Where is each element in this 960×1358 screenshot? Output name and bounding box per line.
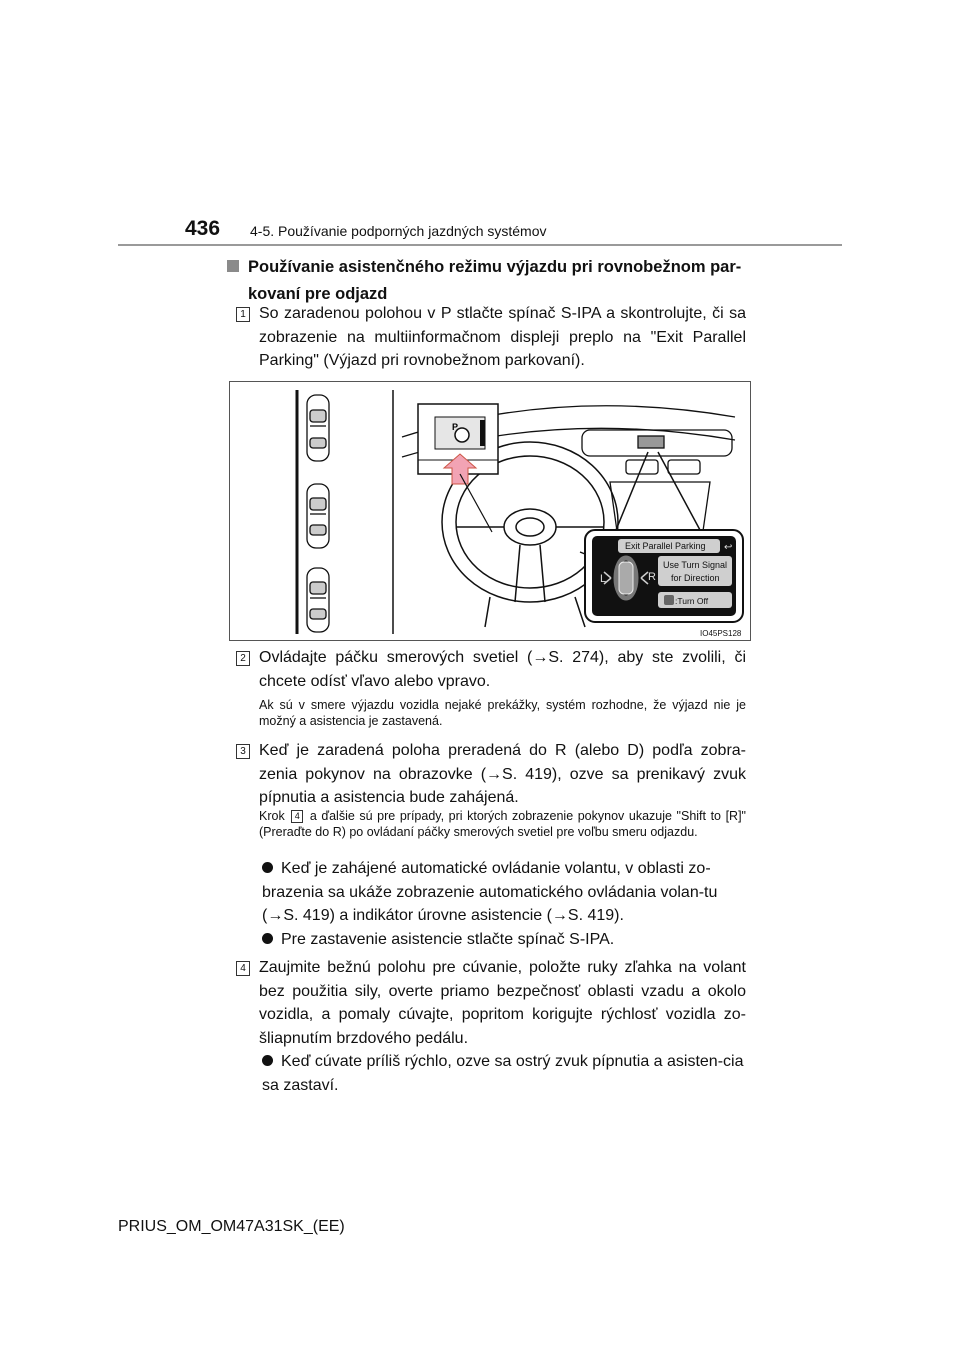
step-2-text: Ovládajte páčku smerových svetiel (→S. 274), aby ste zvolili, či chcete odísť vľavo alebo vpravo. xyxy=(259,649,746,690)
step-4-text: Zaujmite bežnú polohu pre cúvanie, položte ruky zľahka na volant bez použitia sily, overte priamo bezpečnosť oblasti vzadu a okolo vozidla, a pomaly cúvajte, popritom korigujte rýchlosť vozidla zo-šliapnutím brzdového pedálu. xyxy=(259,959,746,1047)
step-3-note-prefix: Krok xyxy=(259,809,285,823)
illustration xyxy=(229,381,751,641)
step-3-note xyxy=(259,808,746,840)
document-id: PRIUS_OM_OM47A31SK_(EE) xyxy=(118,1218,345,1235)
inline-step-4-number: 4 xyxy=(291,810,303,823)
heading-line-2: kovaní pre odjazd xyxy=(248,285,388,303)
step-1-number: 1 xyxy=(236,307,250,322)
display-title: Exit Parallel Parking xyxy=(625,541,706,551)
page-number: 436 xyxy=(185,217,221,240)
heading-square-icon xyxy=(227,260,239,272)
figure-code: IO45PS128 xyxy=(700,629,742,638)
exiting-car xyxy=(307,484,329,548)
header-rule xyxy=(118,244,842,246)
multi-information-display xyxy=(585,530,743,622)
step-4-number: 4 xyxy=(236,961,250,976)
display-right-letter: R xyxy=(648,571,656,583)
step-3-number: 3 xyxy=(236,744,250,759)
step-2-number: 2 xyxy=(236,651,250,666)
step-1-text: So zaradenou polohou v P stlačte spínač S-IPA a skontrolujte, či sa zobrazenie na multiinformačnom displeji preplo na "Exit Parallel Parking" (Výjazd pri rovnobežnom parkovaní). xyxy=(259,305,746,369)
display-message-line-2: for Direction xyxy=(671,573,720,583)
heading-line-1: Používanie asistenčného režimu výjazdu pri rovnobežnom par- xyxy=(248,258,742,276)
step-3-bullet-1-text: Keď je zahájené automatické ovládanie volantu, v oblasti zo-brazenia sa ukáže zobrazenie automatického ovládania volan-tu (→S. 419) a indikátor úrovne asistencie (→S. 419). xyxy=(262,860,718,924)
parked-car-1 xyxy=(307,395,329,461)
section-title: 4-5. Používanie podporných jazdných systémov xyxy=(250,223,547,239)
step-3-bullet-2 xyxy=(262,928,746,952)
bullet-icon xyxy=(262,933,273,944)
switch-p-letter: P xyxy=(452,422,459,432)
bullet-icon xyxy=(262,862,273,873)
display-turn-off: :Turn Off xyxy=(675,596,709,606)
step-4-bullet-1 xyxy=(262,1050,746,1097)
illustration-drawing xyxy=(230,382,750,640)
step-3-bullet-2-text: Pre zastavenie asistencie stlačte spínač S-IPA. xyxy=(281,931,615,948)
parked-car-2 xyxy=(307,568,329,632)
bullet-icon xyxy=(262,1055,273,1066)
switch-callout xyxy=(418,404,498,532)
display-message-line-1: Use Turn Signal xyxy=(663,560,728,570)
step-4-bullet-1-text: Keď cúvate príliš rýchlo, ozve sa ostrý zvuk pípnutia a asisten-cia sa zastaví. xyxy=(262,1053,744,1094)
step-3-note-rest: a ďalšie sú pre prípady, pri ktorých zobrazenie pokynov ukazuje "Shift to [R]" (Preraďte do R) po ovládaní páčky smerových svetiel pre voľbu smeru odjazdu. xyxy=(259,809,746,839)
step-3-bullet-1 xyxy=(262,857,746,928)
display-back-icon: ↩ xyxy=(724,542,733,553)
section-heading xyxy=(227,254,747,308)
step-2-note: Ak sú v smere výjazdu vozidla nejaké prekážky, systém rozhodne, že výjazd nie je možný a asistencia je zastavená. xyxy=(259,698,746,728)
display-left-letter: L xyxy=(600,573,607,585)
step-3-text: Keď je zaradená poloha preradená do R (alebo D) podľa zobra-zenia pokynov na obrazovke (→S. 419), ozve sa prenikavý zvuk pípnutia a asistencia bude zahájená. xyxy=(259,742,746,806)
